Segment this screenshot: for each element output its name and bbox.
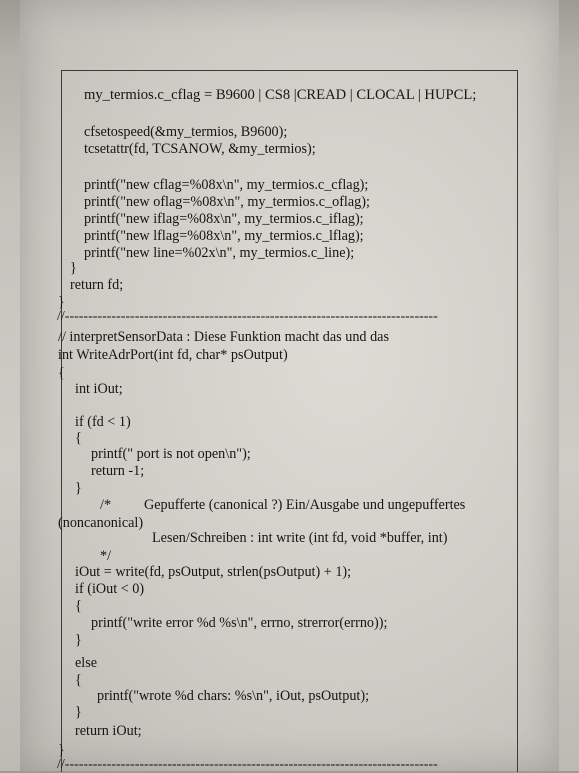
code-line-else: else — [75, 655, 98, 671]
code-line-comment-text3: Lesen/Schreiben : int write (int fd, void *buffer, int) — [152, 530, 448, 546]
code-line-comment-start: /* — [100, 497, 112, 513]
code-line-if-iout: if (iOut < 0) — [75, 581, 145, 597]
code-line-close-brace-if2: } — [75, 632, 82, 648]
code-line-write-call: iOut = write(fd, psOutput, strlen(psOutput) + 1); — [75, 564, 352, 580]
code-line-print-oflag: printf("new oflag=%08x\n", my_termios.c_oflag); — [84, 194, 370, 210]
code-line-print-write-error: printf("write error %d %s\n", errno, strerror(errno)); — [91, 615, 388, 631]
code-line-return-fd: return fd; — [70, 277, 124, 293]
code-line-return-iout: return iOut; — [75, 723, 142, 739]
code-line-comment-text2: (noncanonical) — [58, 515, 144, 531]
code-line-fn-signature: int WriteAdrPort(int fd, char* psOutput) — [58, 347, 288, 363]
code-line-close-brace-fn2: } — [58, 742, 65, 758]
code-line-print-cflag: printf("new cflag=%08x\n", my_termios.c_cflag); — [84, 177, 369, 193]
code-line-comment-text1: Gepufferte (canonical ?) Ein/Ausgabe und ungepuffertes — [144, 497, 466, 513]
code-line-close-brace-else: } — [75, 704, 82, 720]
code-line-close-brace-if1: } — [75, 480, 82, 496]
code-line-open-brace-fn2: { — [58, 365, 65, 381]
code-line-open-brace-else: { — [75, 672, 82, 688]
code-line-cflag: my_termios.c_cflag = B9600 | CS8 |CREAD | CLOCAL | HUPCL; — [84, 87, 477, 103]
code-line-open-brace-if2: { — [75, 598, 82, 614]
code-line-print-lflag: printf("new lflag=%08x\n", my_termios.c_lflag); — [84, 228, 364, 244]
code-line-return-minus1: return -1; — [91, 463, 145, 479]
code-line-close-brace-inner: } — [70, 260, 77, 276]
code-line-open-brace-if1: { — [75, 430, 82, 446]
code-line-setattr: tcsetattr(fd, TCSANOW, &my_termios); — [84, 141, 316, 157]
code-line-comment-end: */ — [100, 548, 112, 564]
separator-line-2: //-------------------------------------------------------------------------------- — [57, 757, 438, 772]
code-line-print-not-open: printf(" port is not open\n"); — [91, 446, 251, 462]
code-line-comment-interpret: // interpretSensorData : Diese Funktion macht das und das — [58, 329, 389, 345]
code-line-if-fd: if (fd < 1) — [75, 414, 131, 430]
code-line-print-wrote: printf("wrote %d chars: %s\n", iOut, psOutput); — [97, 688, 370, 704]
code-line-print-line: printf("new line=%02x\n", my_termios.c_line); — [84, 245, 355, 261]
code-line-setspeed: cfsetospeed(&my_termios, B9600); — [84, 124, 288, 140]
code-line-print-iflag: printf("new iflag=%08x\n", my_termios.c_iflag); — [84, 211, 364, 227]
code-line-close-brace-fn1: } — [58, 294, 65, 310]
code-line-decl-iout: int iOut; — [75, 381, 123, 397]
separator-line-1: //-------------------------------------------------------------------------------- — [57, 309, 438, 324]
